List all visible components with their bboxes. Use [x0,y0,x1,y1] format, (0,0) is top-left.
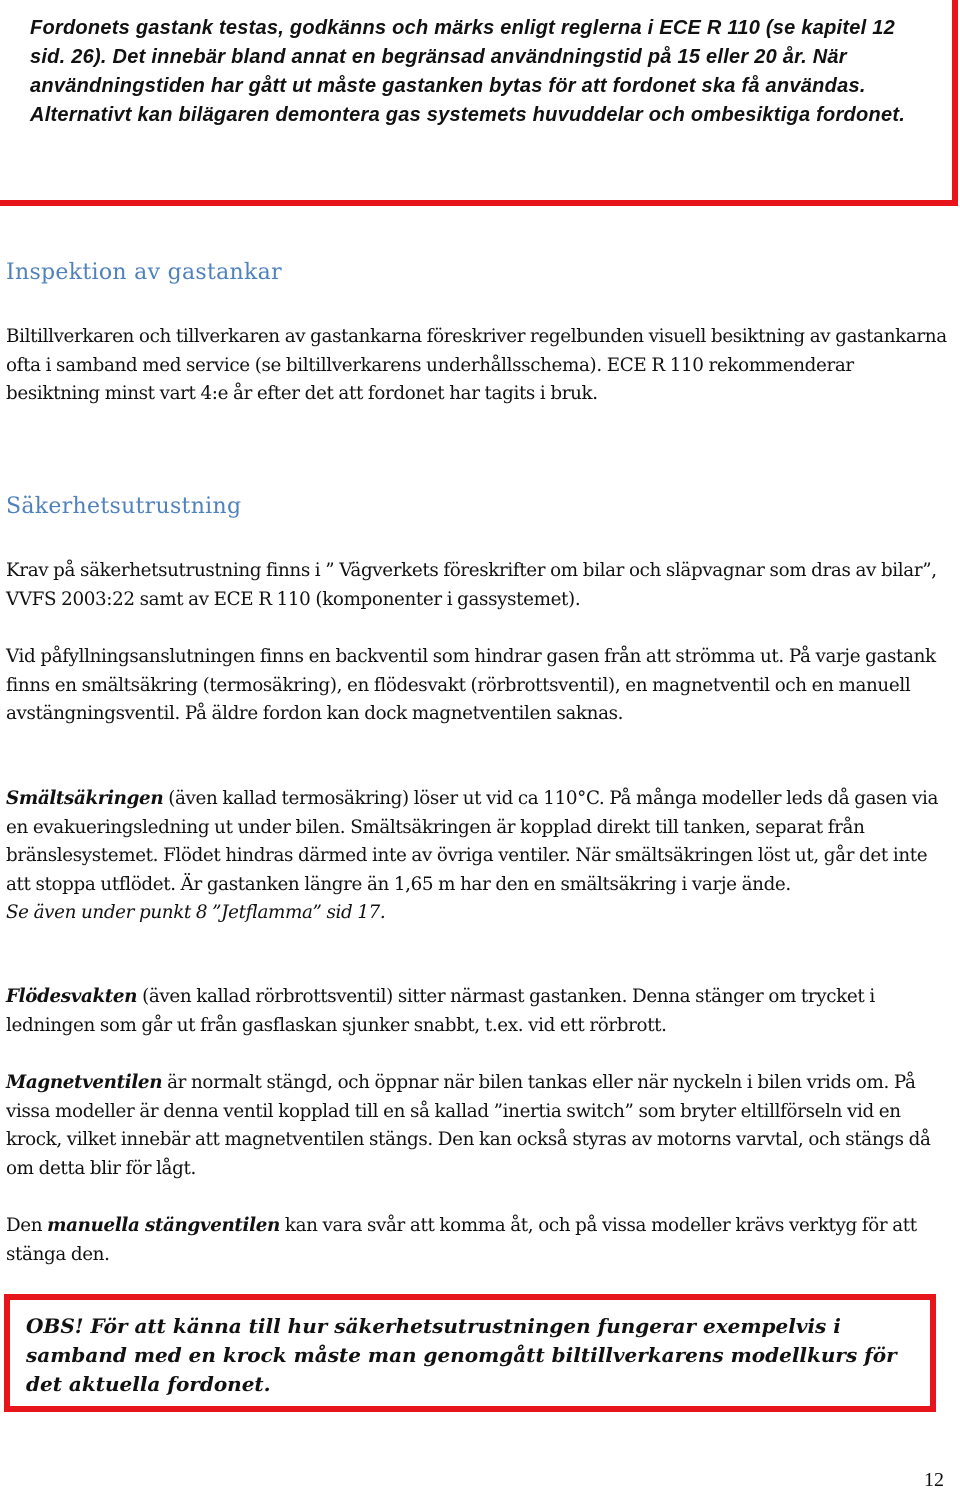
term-manuella-stangventilen: manuella stängventilen [47,1215,280,1236]
manuell-prefix: Den [6,1215,48,1236]
paragraph-manuell-stangventil [6,1212,951,1269]
top-notice-text: Fordonets gastank testas, godkänns och märks enligt reglerna i ECE R 110 (se kapitel 12 sid. 26). Det innebär bland annat en begränsad användningstid på 15 eller 20 år. När användningstiden har gått ut måste gastanken bytas för att fordonet ska få användas. [30,17,895,97]
section-heading-inspektion: Inspektion av gastankar [6,260,282,285]
top-notice-box [0,0,958,206]
smaltsakring-reference: Se även under punkt 8 ”Jetflamma” sid 17. [6,902,386,924]
magnetventil-body: är normalt stängd, och öppnar när bilen tankas eller när nyckeln i bilen vrids om. På vissa modeller är denna ventil kopplad till en så kallad ”inertia switch” som bryter eltillförseln vid en krock, vilket innebär att magnetventilen stängs. Den kan också styras av motorns varvtal, och stängs då om detta blir för lågt. [6,1072,931,1179]
paragraph-smaltsakring [6,785,951,928]
paragraph-ventiler: Vid påfyllningsanslutningen finns en backventil som hindrar gasen från att strömma ut. På varje gastank finns en smältsäkring (termosäkring), en flödesvakt (rörbrottsventil), en magnetventil och en manuell avstängningsventil. På äldre fordon kan dock magnetventilen saknas. [6,646,936,725]
paragraph-magnetventil [6,1069,951,1183]
top-notice-text-alternative: Alternativt kan bilägaren demontera gas systemets huvuddelar och ombesiktiga fordonet. [30,104,906,126]
bottom-notice-box [4,1294,936,1412]
bottom-notice-text: OBS! För att känna till hur säkerhetsutrustningen fungerar exempelvis i samband med en krock måste man genomgått biltillverkarens modellkurs för det aktuella fordonet. [26,1314,897,1396]
term-smaltsakringen: Smältsäkringen [6,788,164,809]
manuell-body: kan vara svår att komma åt, och på vissa modeller krävs verktyg för att stänga den. [6,1215,917,1265]
section-heading-sakerhetsutrustning: Säkerhetsutrustning [6,494,242,519]
paragraph-inspektion: Biltillverkaren och tillverkaren av gastankarna föreskriver regelbunden visuell besiktning av gastankarna ofta i samband med service (se biltillverkarens underhållsschema). ECE R 110 rekommenderar besiktning minst vart 4:e år efter det att fordonet har tagits i bruk. [6,326,947,405]
paragraph-flodesvakt [6,983,951,1040]
smaltsakring-body: (även kallad termosäkring) löser ut vid ca 110°C. På många modeller leds då gasen via en evakueringsledning ut under bilen. Smältsäkringen är kopplad direkt till tanken, separat från bränslesystemet. Flödet hindras därmed inte av övriga ventiler. När smältsäkringen löst ut, går det inte att stoppa utflödet. Är gastanken längre än 1,65 m har den en smältsäkring i varje ände. [6,788,939,895]
page-number: 12 [924,1469,944,1491]
term-flodesvakten: Flödesvakten [6,986,138,1007]
flodesvakt-body: (även kallad rörbrottsventil) sitter närmast gastanken. Denna stänger om trycket i ledningen som går ut från gasflaskan sjunker snabbt, t.ex. vid ett rörbrott. [6,986,875,1036]
term-magnetventilen: Magnetventilen [6,1072,163,1093]
paragraph-krav: Krav på säkerhetsutrustning finns i ” Vägverkets föreskrifter om bilar och släpvagnar som dras av bilar”, VVFS 2003:22 samt av ECE R 110 (komponenter i gassystemet). [6,560,937,610]
